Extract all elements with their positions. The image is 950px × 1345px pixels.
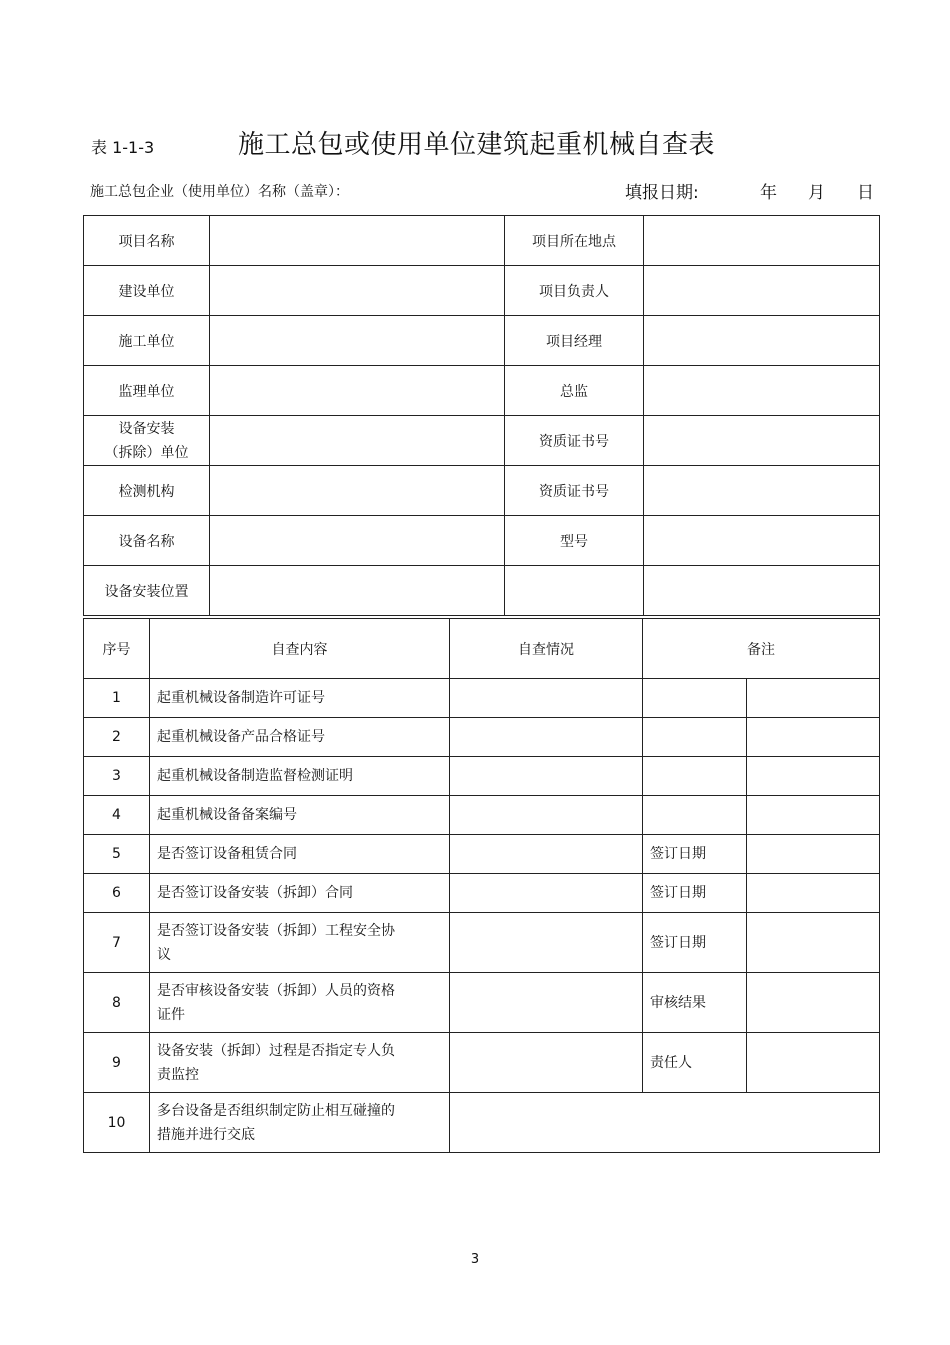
remark-label: 审核结果: [643, 973, 747, 1033]
installer-unit-label: [84, 416, 210, 466]
remark-value-field[interactable]: [747, 757, 880, 796]
construction-owner-label: 建设单位: [84, 266, 210, 316]
check-status-field[interactable]: [450, 718, 643, 757]
remark-value-field[interactable]: [747, 796, 880, 835]
supervisor-unit-label: 监理单位: [84, 366, 210, 416]
project-name-field[interactable]: [210, 216, 505, 266]
construction-owner-field[interactable]: [210, 266, 505, 316]
installer-certificate-label: 资质证书号: [505, 416, 644, 466]
page-number: 3: [470, 1252, 480, 1267]
remark-label: 签订日期: [643, 835, 747, 874]
check-item-line1: 是否审核设备安装（拆卸）人员的资格: [157, 982, 395, 999]
project-info-table: [83, 215, 880, 616]
fill-date-label: 填报日期:: [625, 183, 699, 203]
remark-label-cell[interactable]: [643, 796, 747, 835]
column-header-status: 自查情况: [450, 619, 643, 679]
supervisor-unit-field[interactable]: [210, 366, 505, 416]
project-name-label: 项目名称: [84, 216, 210, 266]
installer-unit-label-line2: （拆除）单位: [104, 444, 189, 461]
check-item: 起重机械设备产品合格证号: [150, 718, 450, 757]
info-row: [84, 416, 880, 466]
check-status-field[interactable]: [450, 1033, 643, 1093]
agency-certificate-field[interactable]: [644, 466, 880, 516]
check-status-field[interactable]: [450, 913, 643, 973]
model-label: 型号: [505, 516, 644, 566]
table-row: [84, 796, 880, 835]
equipment-name-field[interactable]: [210, 516, 505, 566]
contractor-field[interactable]: [210, 316, 505, 366]
remark-value-field[interactable]: [747, 718, 880, 757]
table-row: [84, 1093, 880, 1153]
row-number: 9: [84, 1033, 150, 1093]
table-row: [84, 973, 880, 1033]
check-item: 起重机械设备备案编号: [150, 796, 450, 835]
info-row: [84, 216, 880, 266]
row-number: 4: [84, 796, 150, 835]
agency-certificate-label: 资质证书号: [505, 466, 644, 516]
project-manager-field[interactable]: [644, 316, 880, 366]
column-header-content: 自查内容: [150, 619, 450, 679]
table-row: [84, 679, 880, 718]
self-check-table: [83, 618, 880, 1153]
check-status-field[interactable]: [450, 973, 643, 1033]
row-number: 10: [84, 1093, 150, 1153]
project-manager-label: 项目经理: [505, 316, 644, 366]
date-month-label: 月: [808, 183, 825, 203]
check-item: 是否签订设备安装（拆卸）合同: [150, 874, 450, 913]
row-number: 3: [84, 757, 150, 796]
install-location-field[interactable]: [210, 566, 505, 616]
table-row: [84, 835, 880, 874]
check-status-field[interactable]: [450, 874, 643, 913]
table-row: [84, 874, 880, 913]
check-item: [150, 1033, 450, 1093]
model-field[interactable]: [644, 516, 880, 566]
remark-label-cell[interactable]: [643, 757, 747, 796]
company-name-label: 施工总包企业（使用单位）名称（盖章）：: [90, 184, 349, 200]
check-status-field[interactable]: [450, 1093, 880, 1153]
check-item: 起重机械设备制造许可证号: [150, 679, 450, 718]
inspection-agency-field[interactable]: [210, 466, 505, 516]
check-item: 起重机械设备制造监督检测证明: [150, 757, 450, 796]
table-row: [84, 718, 880, 757]
remark-label: 签订日期: [643, 874, 747, 913]
check-status-field[interactable]: [450, 757, 643, 796]
check-header-row: [84, 619, 880, 679]
check-item: [150, 1093, 450, 1153]
table-row: [84, 1033, 880, 1093]
info-row: [84, 266, 880, 316]
table-row: [84, 913, 880, 973]
check-status-field[interactable]: [450, 679, 643, 718]
installer-certificate-field[interactable]: [644, 416, 880, 466]
check-item: [150, 973, 450, 1033]
row-number: 1: [84, 679, 150, 718]
date-day-label: 日: [857, 183, 874, 203]
check-status-field[interactable]: [450, 835, 643, 874]
check-item-line1: 多台设备是否组织制定防止相互碰撞的: [157, 1102, 395, 1119]
info-row: [84, 516, 880, 566]
blank-cell[interactable]: [505, 566, 644, 616]
page-title: 施工总包或使用单位建筑起重机械自查表: [238, 130, 716, 160]
remark-value-field[interactable]: [747, 679, 880, 718]
project-leader-label: 项目负责人: [505, 266, 644, 316]
remark-value-field[interactable]: [747, 973, 880, 1033]
remark-value-field[interactable]: [747, 874, 880, 913]
check-item-line2: 责监控: [157, 1066, 199, 1083]
project-location-label: 项目所在地点: [505, 216, 644, 266]
remark-label: 签订日期: [643, 913, 747, 973]
table-number: 表 1-1-3: [91, 138, 155, 157]
remark-label: 责任人: [643, 1033, 747, 1093]
column-header-remark: 备注: [643, 619, 880, 679]
row-number: 5: [84, 835, 150, 874]
blank-cell[interactable]: [644, 566, 880, 616]
installer-unit-field[interactable]: [210, 416, 505, 466]
info-row: [84, 466, 880, 516]
installer-unit-label-line1: 设备安装: [118, 420, 175, 437]
remark-value-field[interactable]: [747, 1033, 880, 1093]
row-number: 8: [84, 973, 150, 1033]
check-item-line1: 设备安装（拆卸）过程是否指定专人负: [157, 1042, 395, 1059]
column-header-no: 序号: [84, 619, 150, 679]
row-number: 2: [84, 718, 150, 757]
check-item-line2: 证件: [157, 1006, 185, 1023]
check-status-field[interactable]: [450, 796, 643, 835]
check-item: [150, 913, 450, 973]
info-row: [84, 366, 880, 416]
project-leader-field[interactable]: [644, 266, 880, 316]
equipment-name-label: 设备名称: [84, 516, 210, 566]
check-item-line1: 是否签订设备安装（拆卸）工程安全协: [157, 922, 395, 939]
table-row: [84, 757, 880, 796]
row-number: 7: [84, 913, 150, 973]
project-location-field[interactable]: [644, 216, 880, 266]
row-number: 6: [84, 874, 150, 913]
info-row: [84, 566, 880, 616]
remark-label-cell[interactable]: [643, 679, 747, 718]
check-item-line2: 措施并进行交底: [157, 1126, 255, 1143]
remark-value-field[interactable]: [747, 913, 880, 973]
info-row: [84, 316, 880, 366]
check-item-line2: 议: [157, 946, 171, 963]
chief-supervisor-label: 总监: [505, 366, 644, 416]
install-location-label: 设备安装位置: [84, 566, 210, 616]
remark-label-cell[interactable]: [643, 718, 747, 757]
chief-supervisor-field[interactable]: [644, 366, 880, 416]
inspection-agency-label: 检测机构: [84, 466, 210, 516]
remark-value-field[interactable]: [747, 835, 880, 874]
contractor-label: 施工单位: [84, 316, 210, 366]
check-item: 是否签订设备租赁合同: [150, 835, 450, 874]
date-year-label: 年: [760, 183, 777, 203]
